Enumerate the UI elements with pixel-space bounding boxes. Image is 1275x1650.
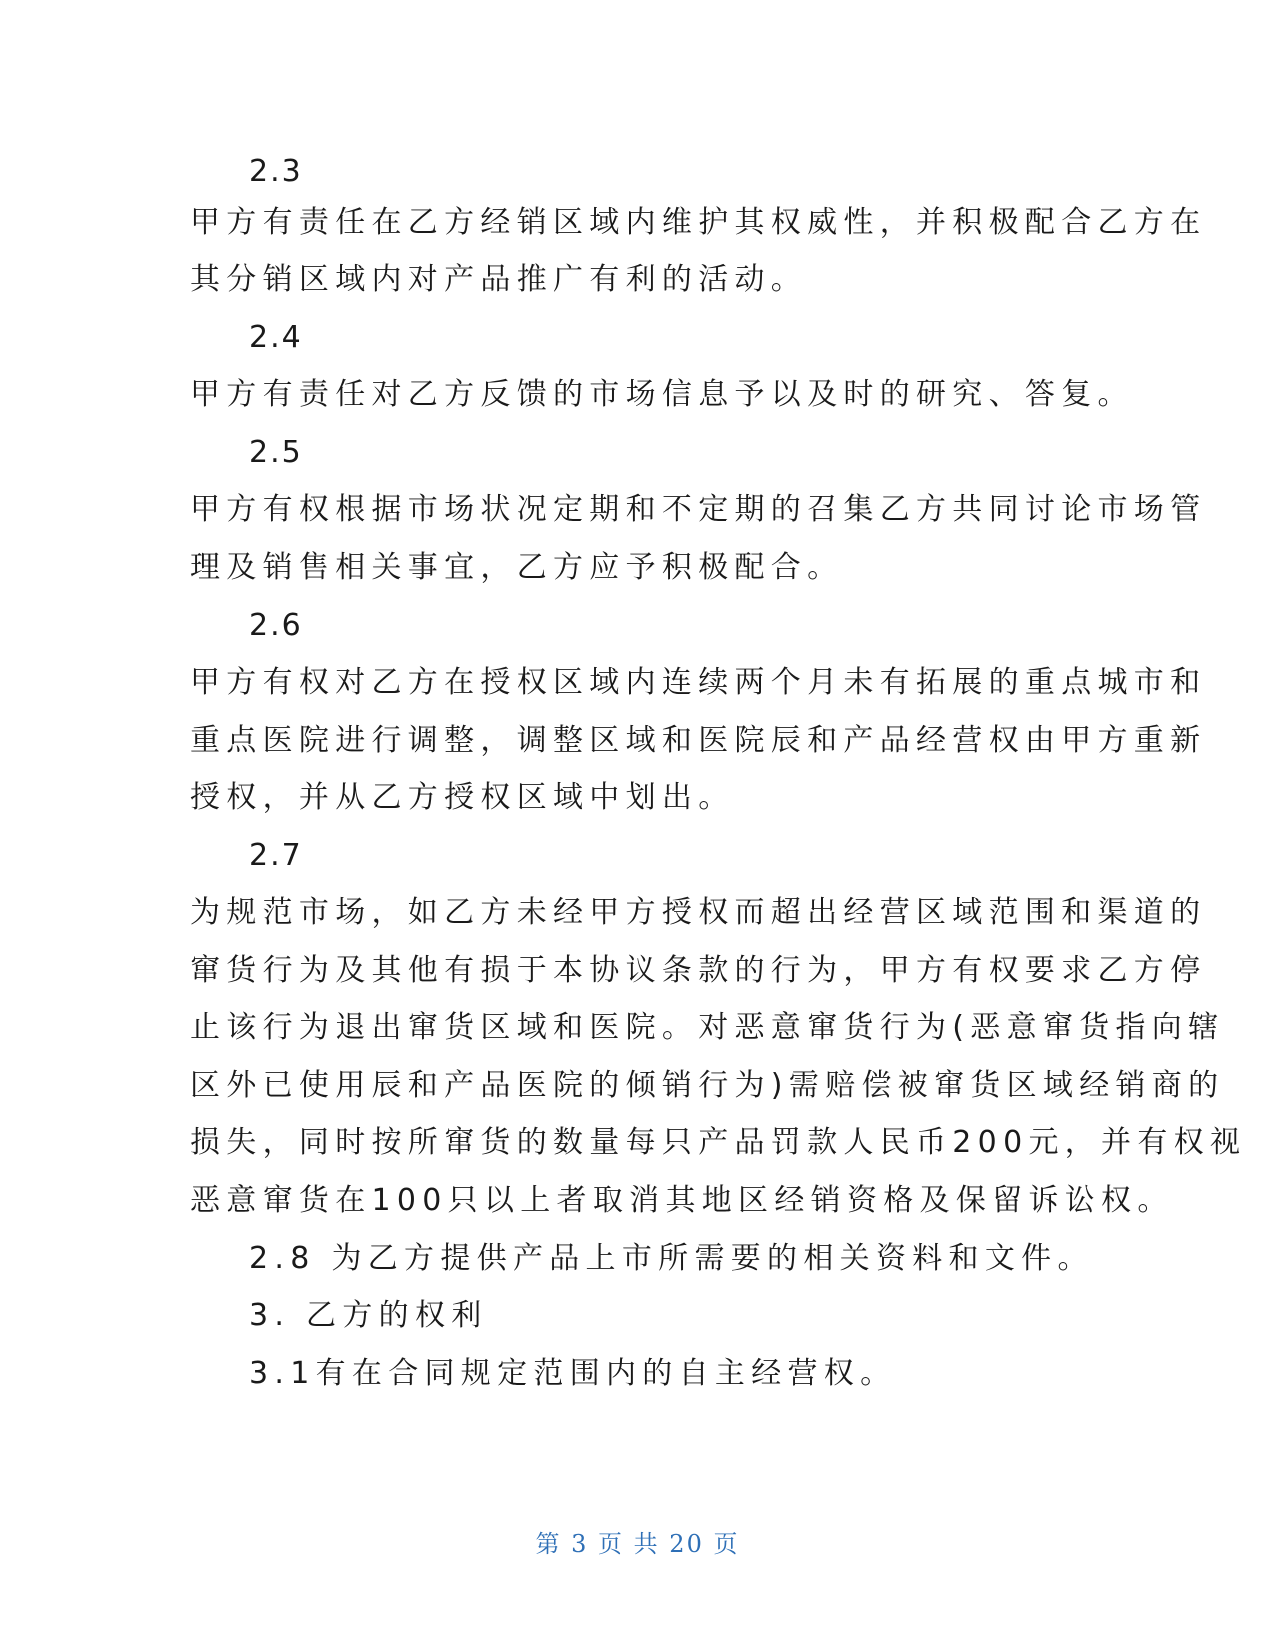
clause-3-1-text: 3.1有在合同规定范围内的自主经营权。 xyxy=(249,1356,897,1391)
clause-2-6-text-line-1: 甲方有权对乙方在授权区域内连续两个月未有拓展的重点城市和 xyxy=(190,665,1207,700)
clause-2-5-text-line-2: 理及销售相关事宜，乙方应予积极配合。 xyxy=(190,550,844,585)
clause-2-5-text-line-1: 甲方有权根据市场状况定期和不定期的召集乙方共同讨论市场管 xyxy=(190,492,1207,527)
clause-number-2-4: 2.4 xyxy=(249,320,303,355)
clause-2-6-text-line-3: 授权，并从乙方授权区域中划出。 xyxy=(190,780,735,815)
clause-2-7-text-line-2: 窜货行为及其他有损于本协议条款的行为，甲方有权要求乙方停 xyxy=(190,953,1207,988)
clause-2-8-text: 2.8 为乙方提供产品上市所需要的相关资料和文件。 xyxy=(249,1241,1094,1276)
page-number-footer: 第 3 页 共 20 页 xyxy=(535,1530,740,1558)
clause-2-7-text-line-1: 为规范市场，如乙方未经甲方授权而超出经营区域范围和渠道的 xyxy=(190,895,1207,930)
clause-2-6-text-line-2: 重点医院进行调整，调整区域和医院辰和产品经营权由甲方重新 xyxy=(190,723,1207,758)
clause-2-7-text-line-5: 损失，同时按所窜货的数量每只产品罚款人民币200元，并有权视 xyxy=(190,1125,1247,1160)
clause-2-7-text-line-6: 恶意窜货在100只以上者取消其地区经销资格及保留诉讼权。 xyxy=(190,1183,1174,1218)
section-3-heading: 3. 乙方的权利 xyxy=(249,1298,488,1333)
clause-2-7-text-line-4: 区外已使用辰和产品医院的倾销行为)需赔偿被窜货区域经销商的 xyxy=(190,1068,1225,1103)
clause-number-2-7: 2.7 xyxy=(249,838,303,873)
clause-number-2-6: 2.6 xyxy=(249,608,303,643)
clause-number-2-5: 2.5 xyxy=(249,435,303,470)
clause-2-7-text-line-3: 止该行为退出窜货区域和医院。对恶意窜货行为(恶意窜货指向辖 xyxy=(190,1010,1225,1045)
clause-2-3-text-line-2: 其分销区域内对产品推广有利的活动。 xyxy=(190,262,808,297)
clause-2-3-text-line-1: 甲方有责任在乙方经销区域内维护其权威性，并积极配合乙方在 xyxy=(190,205,1207,240)
clause-number-2-3: 2.3 xyxy=(249,154,303,189)
clause-2-4-text-line-1: 甲方有责任对乙方反馈的市场信息予以及时的研究、答复。 xyxy=(190,377,1134,412)
